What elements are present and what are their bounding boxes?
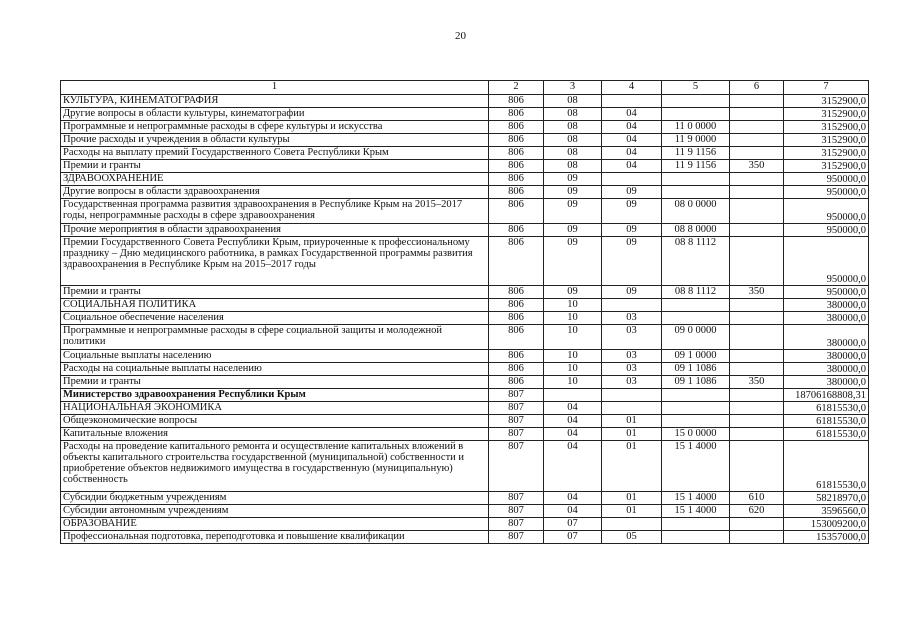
row-name: Общеэкономические вопросы bbox=[61, 415, 489, 428]
row-expense-type bbox=[730, 415, 784, 428]
row-subsection: 09 bbox=[602, 199, 662, 224]
table-row bbox=[61, 224, 869, 237]
row-expense-type bbox=[730, 134, 784, 147]
row-section: 08 bbox=[544, 134, 602, 147]
table-row bbox=[61, 389, 869, 402]
table-row bbox=[61, 402, 869, 415]
header-row bbox=[61, 81, 869, 95]
row-name: Министерство здравоохранения Республики Крым bbox=[61, 389, 489, 402]
table-row bbox=[61, 325, 869, 350]
row-section: 09 bbox=[544, 237, 602, 286]
budget-table-body bbox=[61, 81, 869, 544]
table-row bbox=[61, 518, 869, 531]
row-ministry-code: 807 bbox=[489, 389, 544, 402]
row-amount: 3152900,0 bbox=[784, 108, 869, 121]
row-subsection: 05 bbox=[602, 531, 662, 544]
table-row bbox=[61, 237, 869, 286]
row-section: 08 bbox=[544, 121, 602, 134]
row-expense-type bbox=[730, 325, 784, 350]
row-amount: 61815530,0 bbox=[784, 402, 869, 415]
row-target-article: 09 0 0000 bbox=[662, 325, 730, 350]
row-target-article: 08 8 1112 bbox=[662, 286, 730, 299]
row-section: 04 bbox=[544, 415, 602, 428]
row-subsection: 04 bbox=[602, 134, 662, 147]
table-row bbox=[61, 173, 869, 186]
row-amount: 380000,0 bbox=[784, 376, 869, 389]
row-subsection: 09 bbox=[602, 237, 662, 286]
row-section: 04 bbox=[544, 402, 602, 415]
row-name: НАЦИОНАЛЬНАЯ ЭКОНОМИКА bbox=[61, 402, 489, 415]
row-amount: 15357000,0 bbox=[784, 531, 869, 544]
row-amount: 950000,0 bbox=[784, 224, 869, 237]
row-section: 08 bbox=[544, 95, 602, 108]
row-amount: 61815530,0 bbox=[784, 428, 869, 441]
row-section: 09 bbox=[544, 224, 602, 237]
table-row bbox=[61, 376, 869, 389]
page-number: 20 bbox=[455, 30, 466, 42]
row-expense-type bbox=[730, 531, 784, 544]
row-target-article: 08 8 1112 bbox=[662, 237, 730, 286]
row-target-article: 09 1 1086 bbox=[662, 363, 730, 376]
row-ministry-code: 807 bbox=[489, 505, 544, 518]
row-section: 09 bbox=[544, 286, 602, 299]
row-target-article: 15 0 0000 bbox=[662, 428, 730, 441]
table-row bbox=[61, 299, 869, 312]
row-ministry-code: 807 bbox=[489, 518, 544, 531]
row-name: Другие вопросы в области здравоохранения bbox=[61, 186, 489, 199]
row-subsection: 09 bbox=[602, 224, 662, 237]
row-target-article bbox=[662, 402, 730, 415]
row-subsection: 01 bbox=[602, 505, 662, 518]
table-row bbox=[61, 134, 869, 147]
row-subsection: 09 bbox=[602, 186, 662, 199]
table-row bbox=[61, 428, 869, 441]
row-ministry-code: 806 bbox=[489, 325, 544, 350]
budget-table bbox=[60, 80, 869, 544]
row-target-article: 11 9 0000 bbox=[662, 134, 730, 147]
row-expense-type: 350 bbox=[730, 160, 784, 173]
row-name: Премии Государственного Совета Республики Крым, приуроченные к профессиональному празднику – Дню медицинского работника, в рамках Государственной программы развития здравоохранения в Республике Крым на 2015–2017 годы bbox=[61, 237, 489, 286]
row-expense-type bbox=[730, 224, 784, 237]
row-expense-type bbox=[730, 428, 784, 441]
row-subsection bbox=[602, 402, 662, 415]
row-section: 07 bbox=[544, 531, 602, 544]
row-subsection: 04 bbox=[602, 121, 662, 134]
row-section: 09 bbox=[544, 186, 602, 199]
row-section bbox=[544, 389, 602, 402]
table-row bbox=[61, 108, 869, 121]
row-ministry-code: 807 bbox=[489, 415, 544, 428]
row-name: Премии и гранты bbox=[61, 160, 489, 173]
table-row bbox=[61, 160, 869, 173]
header-cell-5: 5 bbox=[662, 81, 730, 95]
row-section: 08 bbox=[544, 160, 602, 173]
row-name: Расходы на выплату премий Государственного Совета Республики Крым bbox=[61, 147, 489, 160]
row-section: 10 bbox=[544, 350, 602, 363]
row-target-article bbox=[662, 173, 730, 186]
row-subsection: 04 bbox=[602, 160, 662, 173]
row-ministry-code: 806 bbox=[489, 160, 544, 173]
row-ministry-code: 806 bbox=[489, 350, 544, 363]
row-target-article: 08 0 0000 bbox=[662, 199, 730, 224]
row-subsection: 09 bbox=[602, 286, 662, 299]
row-ministry-code: 806 bbox=[489, 134, 544, 147]
row-expense-type bbox=[730, 186, 784, 199]
row-amount: 950000,0 bbox=[784, 186, 869, 199]
header-cell-3: 3 bbox=[544, 81, 602, 95]
row-section: 09 bbox=[544, 199, 602, 224]
row-name: ЗДРАВООХРАНЕНИЕ bbox=[61, 173, 489, 186]
row-section: 10 bbox=[544, 299, 602, 312]
table-row bbox=[61, 441, 869, 492]
row-subsection bbox=[602, 173, 662, 186]
row-name: Прочие мероприятия в области здравоохранения bbox=[61, 224, 489, 237]
row-ministry-code: 806 bbox=[489, 147, 544, 160]
row-expense-type bbox=[730, 199, 784, 224]
row-amount: 380000,0 bbox=[784, 363, 869, 376]
table-row bbox=[61, 199, 869, 224]
row-target-article bbox=[662, 299, 730, 312]
row-ministry-code: 806 bbox=[489, 108, 544, 121]
row-amount: 153009200,0 bbox=[784, 518, 869, 531]
row-subsection bbox=[602, 95, 662, 108]
row-name: Премии и гранты bbox=[61, 376, 489, 389]
row-ministry-code: 806 bbox=[489, 173, 544, 186]
row-name: Премии и гранты bbox=[61, 286, 489, 299]
table-row bbox=[61, 286, 869, 299]
row-target-article: 08 8 0000 bbox=[662, 224, 730, 237]
header-cell-1: 1 bbox=[61, 81, 489, 95]
row-subsection: 03 bbox=[602, 376, 662, 389]
row-name: Государственная программа развития здравоохранения в Республике Крым на 2015–2017 годы, непрограммные расходы в сфере здравоохранения bbox=[61, 199, 489, 224]
row-name: Социальное обеспечение населения bbox=[61, 312, 489, 325]
row-ministry-code: 806 bbox=[489, 286, 544, 299]
row-name: Расходы на социальные выплаты населению bbox=[61, 363, 489, 376]
row-expense-type bbox=[730, 312, 784, 325]
row-subsection: 01 bbox=[602, 441, 662, 492]
row-amount: 950000,0 bbox=[784, 237, 869, 286]
row-ministry-code: 806 bbox=[489, 363, 544, 376]
header-cell-4: 4 bbox=[602, 81, 662, 95]
row-subsection: 03 bbox=[602, 350, 662, 363]
row-amount: 380000,0 bbox=[784, 299, 869, 312]
row-name: Прочие расходы и учреждения в области культуры bbox=[61, 134, 489, 147]
table-row bbox=[61, 492, 869, 505]
row-ministry-code: 806 bbox=[489, 376, 544, 389]
row-name: Программные и непрограммные расходы в сфере культуры и искусства bbox=[61, 121, 489, 134]
row-section: 04 bbox=[544, 441, 602, 492]
row-section: 08 bbox=[544, 147, 602, 160]
row-amount: 950000,0 bbox=[784, 173, 869, 186]
row-expense-type bbox=[730, 350, 784, 363]
row-amount: 3152900,0 bbox=[784, 95, 869, 108]
row-ministry-code: 806 bbox=[489, 199, 544, 224]
row-section: 08 bbox=[544, 108, 602, 121]
row-expense-type bbox=[730, 402, 784, 415]
row-name: ОБРАЗОВАНИЕ bbox=[61, 518, 489, 531]
row-ministry-code: 807 bbox=[489, 428, 544, 441]
row-amount: 61815530,0 bbox=[784, 441, 869, 492]
table-row bbox=[61, 505, 869, 518]
row-ministry-code: 807 bbox=[489, 402, 544, 415]
row-ministry-code: 806 bbox=[489, 237, 544, 286]
row-amount: 3596560,0 bbox=[784, 505, 869, 518]
row-amount: 380000,0 bbox=[784, 325, 869, 350]
row-target-article bbox=[662, 186, 730, 199]
row-expense-type: 610 bbox=[730, 492, 784, 505]
row-amount: 3152900,0 bbox=[784, 147, 869, 160]
row-subsection: 03 bbox=[602, 363, 662, 376]
row-section: 09 bbox=[544, 173, 602, 186]
row-name: Субсидии автономным учреждениям bbox=[61, 505, 489, 518]
row-target-article: 15 1 4000 bbox=[662, 492, 730, 505]
row-subsection: 04 bbox=[602, 108, 662, 121]
header-cell-7: 7 bbox=[784, 81, 869, 95]
row-subsection: 03 bbox=[602, 325, 662, 350]
row-amount: 61815530,0 bbox=[784, 415, 869, 428]
row-ministry-code: 806 bbox=[489, 312, 544, 325]
row-expense-type bbox=[730, 363, 784, 376]
row-ministry-code: 806 bbox=[489, 95, 544, 108]
row-subsection bbox=[602, 518, 662, 531]
row-amount: 950000,0 bbox=[784, 286, 869, 299]
row-amount: 58218970,0 bbox=[784, 492, 869, 505]
row-amount: 3152900,0 bbox=[784, 121, 869, 134]
row-subsection bbox=[602, 299, 662, 312]
row-expense-type bbox=[730, 108, 784, 121]
row-target-article: 15 1 4000 bbox=[662, 441, 730, 492]
row-subsection: 03 bbox=[602, 312, 662, 325]
row-expense-type bbox=[730, 389, 784, 402]
row-subsection: 01 bbox=[602, 428, 662, 441]
row-ministry-code: 806 bbox=[489, 121, 544, 134]
row-section: 10 bbox=[544, 312, 602, 325]
row-name: Социальные выплаты населению bbox=[61, 350, 489, 363]
row-expense-type bbox=[730, 441, 784, 492]
row-section: 10 bbox=[544, 325, 602, 350]
table-row bbox=[61, 95, 869, 108]
row-name: Программные и непрограммные расходы в сфере социальной защиты и молодежной политики bbox=[61, 325, 489, 350]
row-target-article: 09 1 0000 bbox=[662, 350, 730, 363]
table-row bbox=[61, 415, 869, 428]
row-target-article bbox=[662, 531, 730, 544]
row-section: 04 bbox=[544, 492, 602, 505]
row-expense-type: 350 bbox=[730, 376, 784, 389]
row-ministry-code: 807 bbox=[489, 441, 544, 492]
row-amount: 3152900,0 bbox=[784, 134, 869, 147]
row-name: СОЦИАЛЬНАЯ ПОЛИТИКА bbox=[61, 299, 489, 312]
header-cell-2: 2 bbox=[489, 81, 544, 95]
table-row bbox=[61, 186, 869, 199]
row-target-article: 11 9 1156 bbox=[662, 147, 730, 160]
row-ministry-code: 807 bbox=[489, 492, 544, 505]
row-amount: 950000,0 bbox=[784, 199, 869, 224]
row-amount: 3152900,0 bbox=[784, 160, 869, 173]
row-ministry-code: 807 bbox=[489, 531, 544, 544]
table-row bbox=[61, 147, 869, 160]
table-row bbox=[61, 531, 869, 544]
row-expense-type bbox=[730, 237, 784, 286]
header-cell-6: 6 bbox=[730, 81, 784, 95]
row-expense-type bbox=[730, 518, 784, 531]
row-section: 10 bbox=[544, 376, 602, 389]
row-section: 04 bbox=[544, 505, 602, 518]
row-subsection: 01 bbox=[602, 492, 662, 505]
row-target-article bbox=[662, 312, 730, 325]
row-name: Другие вопросы в области культуры, кинематографии bbox=[61, 108, 489, 121]
row-target-article bbox=[662, 389, 730, 402]
row-amount: 18706168808,31 bbox=[784, 389, 869, 402]
row-name: КУЛЬТУРА, КИНЕМАТОГРАФИЯ bbox=[61, 95, 489, 108]
row-subsection bbox=[602, 389, 662, 402]
row-expense-type: 620 bbox=[730, 505, 784, 518]
row-target-article bbox=[662, 518, 730, 531]
row-amount: 380000,0 bbox=[784, 312, 869, 325]
row-ministry-code: 806 bbox=[489, 299, 544, 312]
row-name: Субсидии бюджетным учреждениям bbox=[61, 492, 489, 505]
row-subsection: 04 bbox=[602, 147, 662, 160]
row-name: Капитальные вложения bbox=[61, 428, 489, 441]
table-row bbox=[61, 312, 869, 325]
row-target-article: 11 0 0000 bbox=[662, 121, 730, 134]
table-row bbox=[61, 350, 869, 363]
row-name: Расходы на проведение капитального ремонта и осуществление капитальных вложений в объекты капитального строительства государственной (муниципальной) собственности и приобретение объектов недвижимого имущества в государственную (муниципальную) собственность bbox=[61, 441, 489, 492]
table-row bbox=[61, 121, 869, 134]
row-expense-type bbox=[730, 121, 784, 134]
row-target-article: 09 1 1086 bbox=[662, 376, 730, 389]
row-ministry-code: 806 bbox=[489, 186, 544, 199]
row-subsection: 01 bbox=[602, 415, 662, 428]
row-amount: 380000,0 bbox=[784, 350, 869, 363]
row-section: 07 bbox=[544, 518, 602, 531]
row-expense-type bbox=[730, 299, 784, 312]
table-row bbox=[61, 363, 869, 376]
row-ministry-code: 806 bbox=[489, 224, 544, 237]
row-expense-type: 350 bbox=[730, 286, 784, 299]
row-expense-type bbox=[730, 147, 784, 160]
row-section: 04 bbox=[544, 428, 602, 441]
row-name: Профессиональная подготовка, переподготовка и повышение квалификации bbox=[61, 531, 489, 544]
row-target-article: 11 9 1156 bbox=[662, 160, 730, 173]
row-expense-type bbox=[730, 95, 784, 108]
row-target-article bbox=[662, 95, 730, 108]
row-target-article bbox=[662, 415, 730, 428]
row-target-article bbox=[662, 108, 730, 121]
row-target-article: 15 1 4000 bbox=[662, 505, 730, 518]
row-expense-type bbox=[730, 173, 784, 186]
row-section: 10 bbox=[544, 363, 602, 376]
